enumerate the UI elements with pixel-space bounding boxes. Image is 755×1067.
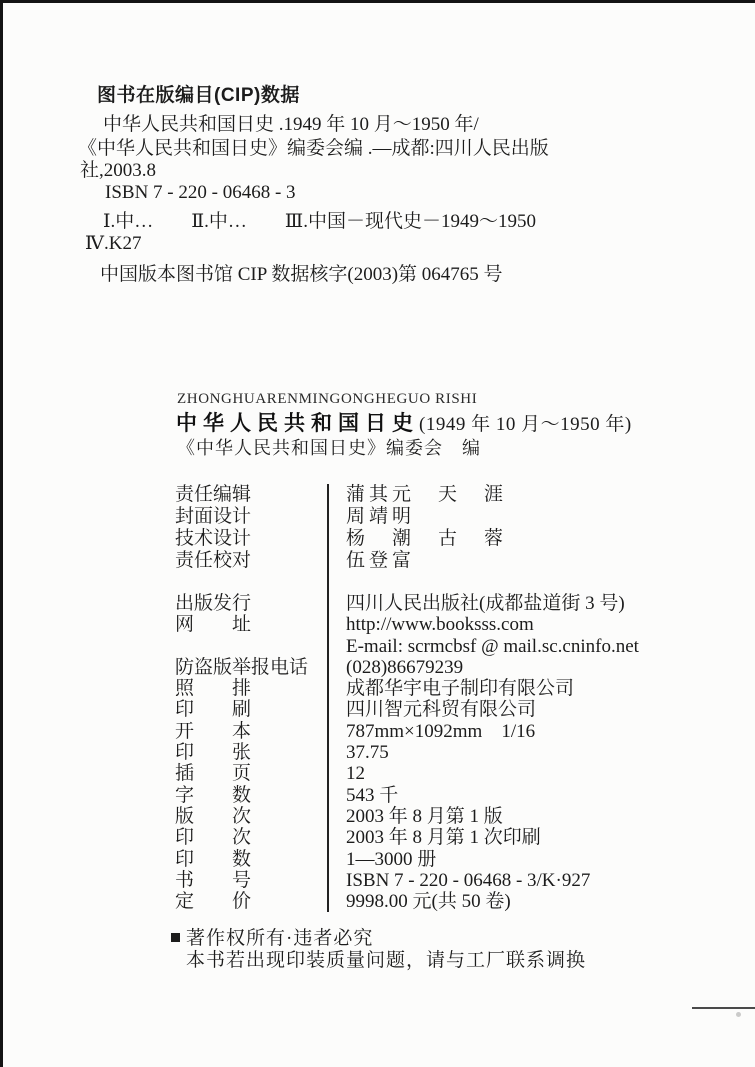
colophon-value-website: http://www.booksss.com	[327, 614, 627, 635]
page-edge-left	[0, 0, 3, 1067]
cip-entry-line-1: 中华人民共和国日史 .1949 年 10 月～1950 年/	[103, 114, 479, 135]
colophon-label: 印 张	[175, 742, 252, 764]
book-title-line	[176, 407, 632, 437]
book-title-date-range: (1949 年 10 月～1950 年)	[419, 414, 632, 435]
scan-artifact-line	[692, 1007, 755, 1009]
colophon-row	[175, 849, 627, 870]
colophon-label: 开 本	[175, 720, 252, 742]
colophon-row	[175, 528, 627, 550]
cip-entry-line-3: 社,2003.8	[80, 160, 157, 181]
colophon-label: 防盗版举报电话	[175, 656, 309, 678]
copyright-notice-line-1: 著作权所有·违者必究	[186, 928, 374, 949]
cip-classification-line-2: Ⅳ.K27	[85, 233, 142, 254]
colophon-row	[175, 614, 627, 635]
colophon-value-email: E-mail: scrmcbsf @ mail.sc.cninfo.net	[327, 636, 639, 657]
colophon-label: 插 页	[175, 763, 252, 785]
editor-byline: 《中华人民共和国日史》编委会 编	[177, 438, 481, 458]
cip-classification-line-1: Ⅰ.中… Ⅱ.中… Ⅲ.中国－现代史－1949～1950	[103, 211, 536, 232]
colophon-label: 版 次	[175, 805, 252, 827]
colophon-row	[175, 506, 627, 528]
colophon-row	[175, 678, 627, 699]
colophon-row	[175, 827, 627, 848]
colophon-row	[175, 699, 627, 720]
colophon-table	[175, 484, 639, 913]
title-pinyin: ZHONGHUARENMINGONGHEGUO RISHI	[177, 391, 478, 407]
colophon-value: 37.75	[327, 742, 627, 763]
colophon-label: 技术设计	[175, 528, 252, 549]
colophon-value	[327, 572, 627, 593]
colophon-label	[175, 636, 327, 657]
colophon-value: 2003 年 8 月第 1 次印刷	[327, 827, 627, 848]
colophon-value: 蒲其元 天 涯	[327, 484, 627, 506]
colophon-value: 杨 潮 古 蓉	[327, 528, 627, 550]
page-edge-top	[0, 0, 755, 3]
colophon-row	[175, 657, 627, 678]
cip-isbn-line: ISBN 7 - 220 - 06468 - 3	[105, 182, 296, 203]
colophon-value: 四川人民出版社(成都盐道街 3 号)	[327, 593, 627, 614]
colophon-label: 出版发行	[175, 593, 252, 614]
square-bullet-icon	[171, 933, 180, 942]
cip-record-line: 中国版本图书馆 CIP 数据核字(2003)第 064765 号	[100, 264, 503, 285]
colophon-value: 9998.00 元(共 50 卷)	[327, 891, 627, 912]
colophon-value: (028)86679239	[327, 657, 627, 678]
colophon-value: ISBN 7 - 220 - 06468 - 3/K·927	[327, 870, 627, 891]
colophon-row	[175, 785, 627, 806]
colophon-row	[175, 635, 639, 657]
colophon-value: 543 千	[327, 785, 627, 806]
cip-heading: 图书在版编目(CIP)数据	[97, 85, 300, 106]
colophon-row	[175, 891, 627, 912]
colophon-value: 四川智元科贸有限公司	[327, 699, 627, 720]
colophon-row	[175, 870, 627, 891]
colophon-label: 责任校对	[175, 550, 252, 571]
colophon-value: 2003 年 8 月第 1 版	[327, 806, 627, 827]
colophon-row	[175, 721, 627, 742]
colophon-row	[175, 763, 627, 784]
colophon-row	[175, 742, 627, 763]
colophon-row-spacer	[175, 572, 627, 593]
colophon-label: 印 数	[175, 848, 252, 870]
cip-entry-line-2: 《中华人民共和国日史》编委会编 .—成都:四川人民出版	[78, 138, 549, 159]
colophon-value: 787mm×1092mm 1/16	[327, 721, 627, 742]
colophon-label: 印 刷	[175, 699, 252, 721]
copyright-notice-line-2: 本书若出现印装质量问题，请与工厂联系调换	[186, 950, 587, 971]
colophon-label: 责任编辑	[175, 484, 252, 505]
colophon-label: 照 排	[175, 678, 252, 700]
colophon-label: 定 价	[175, 891, 252, 913]
colophon-label: 网 址	[175, 614, 252, 636]
colophon-value: 1—3000 册	[327, 849, 627, 870]
colophon-label	[175, 572, 327, 593]
colophon-label: 字 数	[175, 784, 252, 806]
colophon-value: 12	[327, 763, 627, 784]
book-title: 中华人民共和国日史	[176, 412, 419, 435]
colophon-row	[175, 550, 627, 572]
colophon-row	[175, 593, 627, 614]
colophon-value: 成都华宇电子制印有限公司	[327, 678, 627, 699]
colophon-row	[175, 806, 627, 827]
colophon-value: 伍登富	[327, 550, 627, 572]
colophon-label: 封面设计	[175, 506, 252, 527]
colophon-row	[175, 484, 627, 506]
colophon-label: 印 次	[175, 827, 252, 849]
colophon-value: 周靖明	[327, 506, 627, 528]
colophon-label: 书 号	[175, 869, 252, 891]
scan-artifact-dot	[736, 1012, 741, 1017]
